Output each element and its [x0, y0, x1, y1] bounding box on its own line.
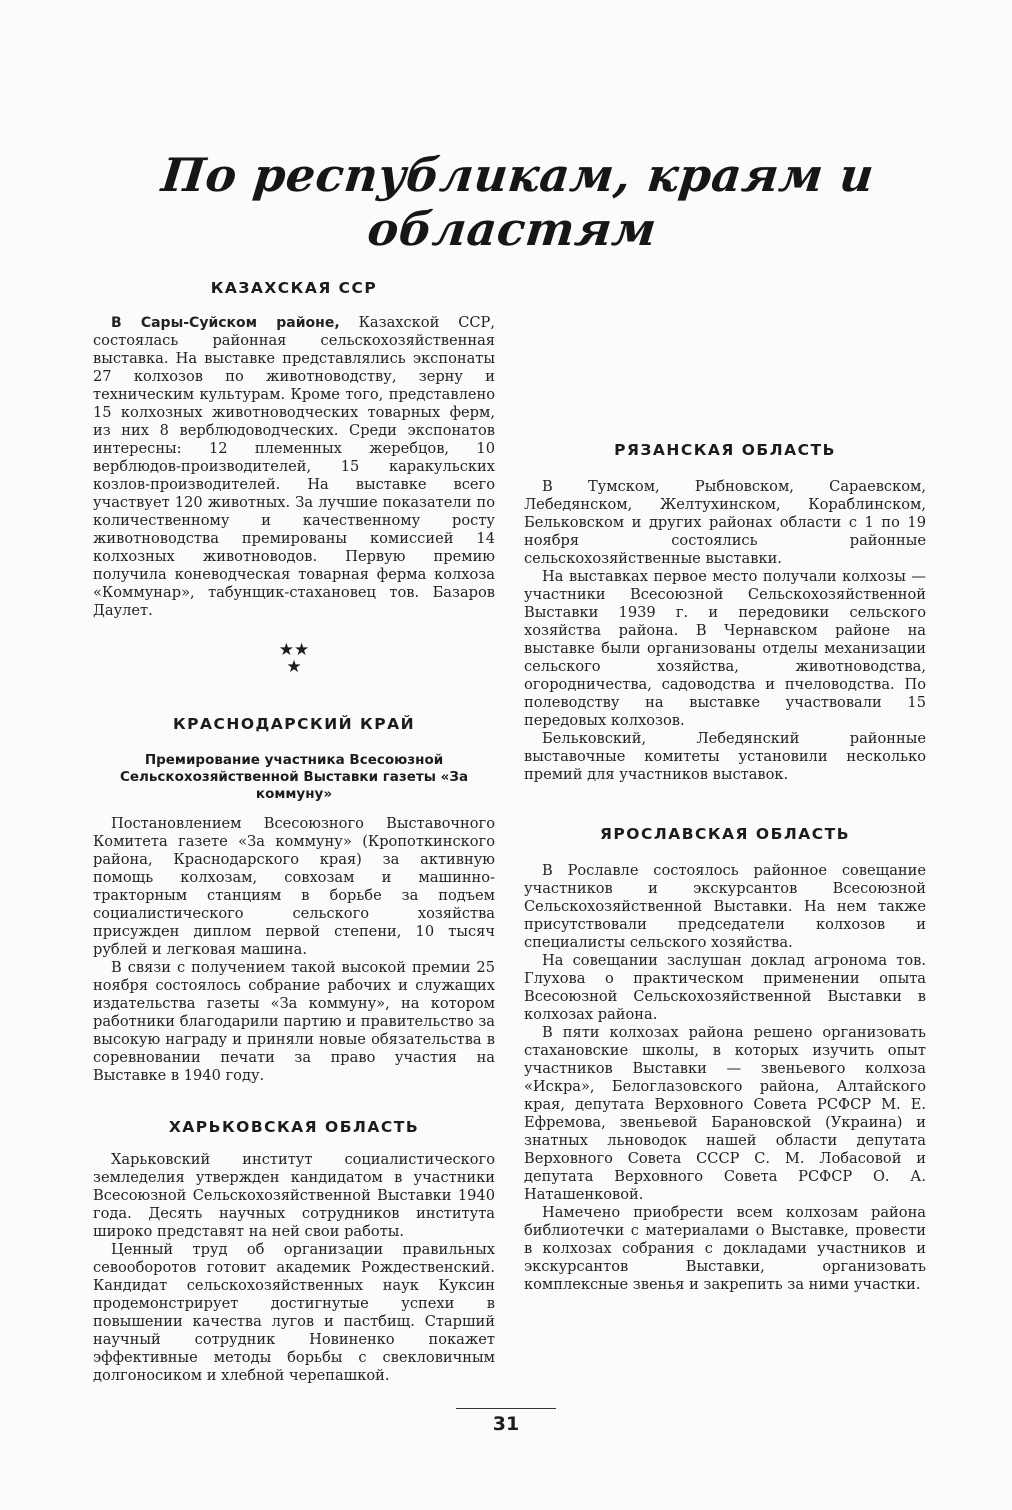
- section-yaroslavl: [524, 824, 926, 1294]
- section-kharkov: [93, 1117, 495, 1385]
- article-paragraph: Бельковский, Лебедянский районные выставочные комитеты установили несколько премий для участников выставок.: [524, 730, 926, 783]
- article-paragraph: Постановлением Всесоюзного Выставочного Комитета газете «За коммуну» (Кропоткинского района, Краснодарского края) за активную помощь колхозам, совхозам и машинно-тракторным станциям в борьбе за подъем социалистического сельского хозяйства присужден диплом первой степени, 10 тысяч рублей и легковая машина.: [93, 815, 495, 958]
- article-paragraph: В Тумском, Рыбновском, Сараевском, Лебедянском, Желтухинском, Кораблинском, Бельковском и других районах области с 1 по 19 ноября состоялись районные сельскохозяйственные выставки.: [524, 478, 926, 567]
- star-icon: ★★: [278, 640, 310, 660]
- left-column: [93, 278, 495, 1385]
- article-paragraph: Намечено приобрести всем колхозам района библиотечки с материалами о Выставке, провести в колхозах собрания с докладами участников и экскурсантов Выставки, организовать комплексные звенья и закрепить за ними участки.: [524, 1204, 926, 1293]
- section-heading: КАЗАХСКАЯ ССР: [210, 279, 378, 297]
- article-paragraph: На выставках первое место получали колхозы — участники Всесоюзной Сельскохозяйственной Выставки 1939 г. и передовики сельского хозяйства района. В Чернавском районе на выставке были организованы отделы механизации сельского хозяйства, животноводства, огородничества, садоводства и пчеловодства. По полеводству на выставке участвовали 15 передовых колхозов.: [524, 568, 926, 729]
- section-divider-stars: [93, 642, 495, 676]
- article-paragraph: [93, 314, 495, 620]
- section-ryazan: [524, 440, 926, 784]
- paragraph-text: Казахской ССР, состоялась районная сельскохозяйственная выставка. На выставке представлялись экспонаты 27 колхозов по животноводству, зерну и техническим культурам. Кроме того, представлено 15 колхозных животноводческих товарных ферм, из них 8 верблюдоводческих. Среди экспонатов интересны: 12 племенных жеребцов, 10 верблюдов-производителей, 15 каракульских козлов-производителей. На выставке всего участвует 120 животных. За лучшие показатели по количественному и качественному росту животноводства премированы комиссией 14 колхозных животноводов. Первую премию получила коневодческая товарная ферма колхоза «Коммунар», табунщик-стахановец тов. Базаров Даулет.: [93, 314, 496, 619]
- section-heading: РЯЗАНСКАЯ ОБЛАСТЬ: [614, 441, 836, 459]
- article-paragraph: В Рославле состоялось районное совещание участников и экскурсантов Всесоюзной Сельскохозяйственной Выставки. На нем также присутствовали председатели колхозов и специалисты сельского хозяйства.: [524, 862, 926, 951]
- article-paragraph: В связи с получением такой высокой премии 25 ноября состоялось собрание рабочих и служащих издательства газеты «За коммуну», на котором работники благодарили партию и правительство за высокую награду и приняли новые обязательства в соревновании печати за право участия на Выставке в 1940 году.: [93, 959, 495, 1084]
- section-heading: КРАСНОДАРСКИЙ КРАЙ: [172, 715, 416, 733]
- section-krasnodar: [93, 714, 495, 1085]
- article-paragraph: В пяти колхозах района решено организовать стахановские школы, в которых изучить опыт участников Выставки — звеньевого колхоза «Искра», Белоглазовского района, Алтайского края, депутата Верховного Совета РСФСР М. Е. Ефремова, звеньевой Барановской (Украина) и знатных льноводок нашей области депутата Верховного Совета СССР С. М. Лобасовой и депутата Верховного Совета РСФСР О. А. Наташенковой.: [524, 1024, 926, 1203]
- page-number: 31: [456, 1408, 556, 1435]
- page-title: По республикам, краям и областям: [159, 148, 877, 256]
- section-heading: ХАРЬКОВСКАЯ ОБЛАСТЬ: [168, 1118, 420, 1136]
- article-paragraph: Ценный труд об организации правильных севооборотов готовит академик Рождественский. Кандидат сельскохозяйственных наук Куксин продемонстрирует достигнутые успехи в повышении качества лугов и пастбищ. Старший научный сотрудник Новиненко покажет эффективные методы борьбы с свекловичным долгоносиком и хлебной черепашкой.: [93, 1241, 495, 1384]
- star-icon: ★: [286, 657, 302, 677]
- lead-phrase: В Сары-Суйском районе,: [111, 315, 340, 331]
- section-subheading: Премирование участника Всесоюзной Сельскохозяйственной Выставки газеты «За коммуну»: [119, 752, 469, 802]
- article-paragraph: Харьковский институт социалистического земледелия утвержден кандидатом в участники Всесоюзной Сельскохозяйственной Выставки 1940 года. Десять научных сотрудников института широко представят на ней свои работы.: [93, 1151, 495, 1240]
- section-heading: ЯРОСЛАВСКАЯ ОБЛАСТЬ: [599, 825, 851, 843]
- article-paragraph: На совещании заслушан доклад агронома тов. Глухова о практическом применении опыта Всесоюзной Сельскохозяйственной Выставки в колхозах района.: [524, 952, 926, 1023]
- section-kazakh: [93, 278, 495, 676]
- right-column: [524, 398, 926, 1294]
